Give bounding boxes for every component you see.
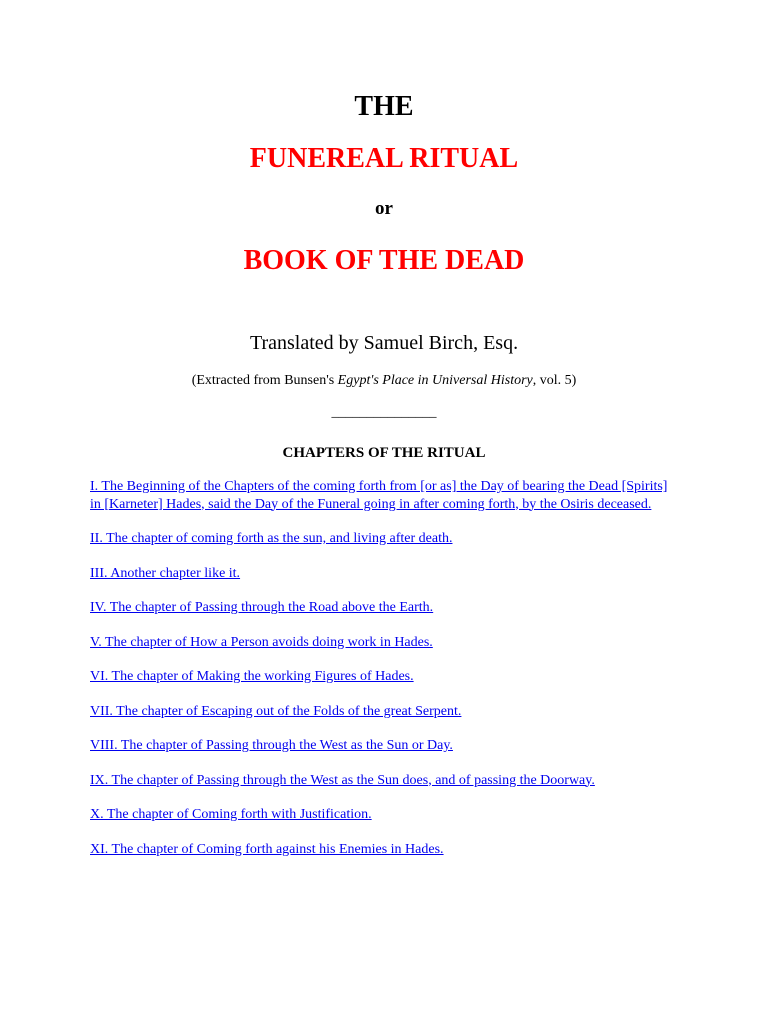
chapter-item [90,703,670,721]
chapter-link-1[interactable]: I. The Beginning of the Chapters of the coming forth from [or as] the Day of bearing the Dead [Spirits] in [Karneter] Hades, said the Day of the Funeral going in after coming forth, by the Osiris deceased. [90,479,668,512]
title-the: THE [354,91,414,122]
chapter-item [90,478,670,513]
chapter-item [90,737,670,755]
chapter-item [90,772,670,790]
chapter-link-5[interactable]: V. The chapter of How a Person avoids doing work in Hades. [90,634,433,650]
divider-rule: _______________ [331,405,437,420]
chapter-link-9[interactable]: IX. The chapter of Passing through the West as the Sun does, and of passing the Doorway. [90,772,595,788]
chapter-item [90,806,670,824]
chapter-item [90,841,670,859]
chapter-link-7[interactable]: VII. The chapter of Escaping out of the Folds of the great Serpent. [90,703,462,719]
chapter-link-2[interactable]: II. The chapter of coming forth as the sun, and living after death. [90,531,453,546]
chapter-item [90,634,670,652]
chapter-item [90,599,670,617]
chapter-link-8[interactable]: VIII. The chapter of Passing through the West as the Sun or Day. [90,738,453,753]
chapter-link-4[interactable]: IV. The chapter of Passing through the Road above the Earth. [90,600,434,615]
title-book-of-the-dead: BOOK OF THE DEAD [243,245,525,276]
chapter-link-10[interactable]: X. The chapter of Coming forth with Justification. [90,807,372,822]
title-or: or [375,198,393,219]
source-note-prefix: (Extracted from Bunsen's [191,373,338,388]
chapter-link-6[interactable]: VI. The chapter of Making the working Figures of Hades. [90,669,414,684]
source-note-suffix: , vol. 5) [532,373,577,388]
translator-line: Translated by Samuel Birch, Esq. [249,332,519,354]
chapter-item [90,530,670,548]
chapter-list [90,478,670,875]
chapter-item [90,565,670,583]
title-funereal-ritual: FUNEREAL RITUAL [249,143,519,174]
source-note-work: Egypt's Place in Universal History [337,373,533,388]
chapter-link-11[interactable]: XI. The chapter of Coming forth against his Enemies in Hades. [90,841,444,857]
chapter-item [90,668,670,686]
chapter-link-3[interactable]: III. Another chapter like it. [90,565,241,581]
chapters-heading: CHAPTERS OF THE RITUAL [282,445,486,461]
source-note [0,372,768,390]
